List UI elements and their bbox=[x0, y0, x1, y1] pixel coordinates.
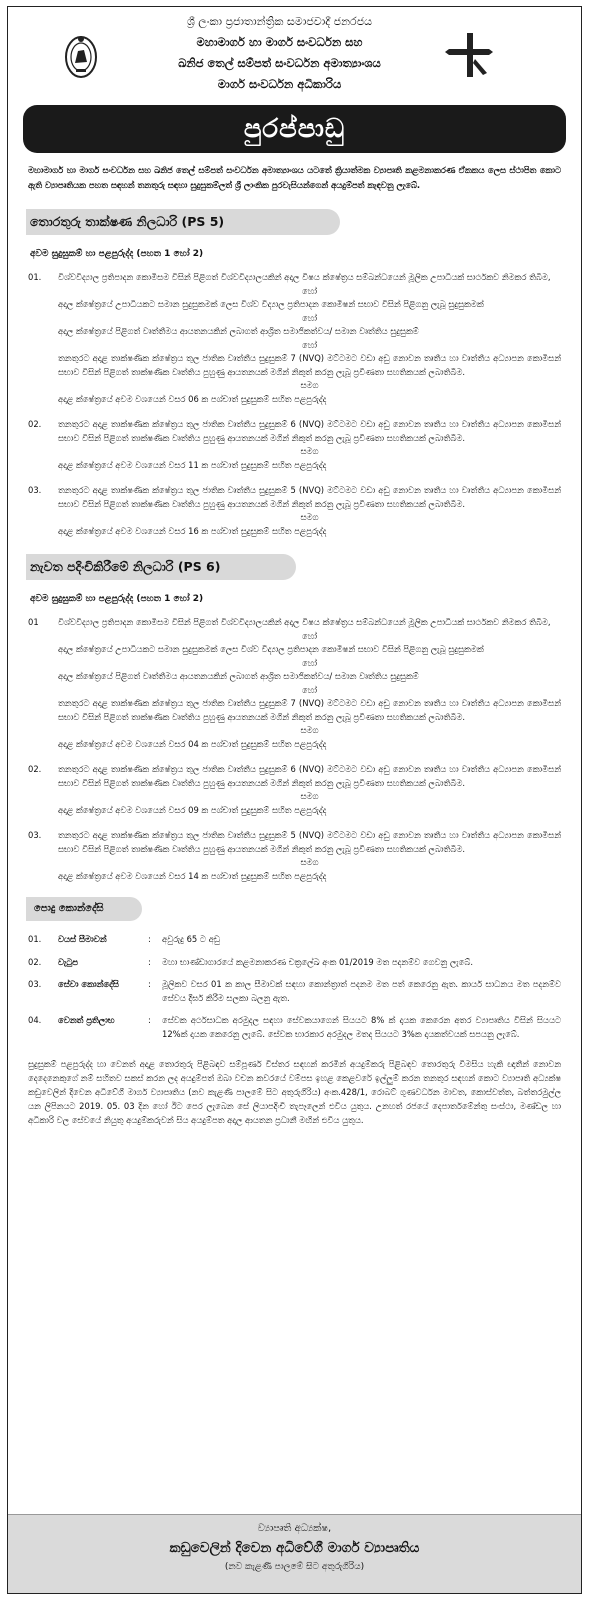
or-label: හෝ bbox=[301, 684, 318, 695]
qualification-item bbox=[28, 616, 561, 751]
header bbox=[8, 7, 581, 105]
general-conditions bbox=[28, 933, 561, 1041]
qualifications-heading: අවම සුදුසුකම් හා පළපුරුද්ද (පහත 1 හෝ 2) bbox=[30, 249, 204, 259]
qualification-item bbox=[28, 418, 561, 472]
item-text: අදාල ක්ෂේත්‍රයේ උපාධියකට සමාන සුදුසුකමක් ලෙස විශ්ව විද්‍යාල ප්‍රතිපාදන කොමිෂන් සභාව විසින් පිළිගනු ලැබූ සුදුසුකමක් bbox=[58, 644, 484, 654]
condition-row bbox=[28, 933, 561, 947]
item-number: 02. bbox=[28, 764, 42, 774]
qualification-item bbox=[28, 484, 561, 538]
experience-text: අදාළ ක්ෂේත්‍රයේ අවම වශයෙන් වසර 06 ක පශ්චාත් සුදුසුකම් සහිත පළපුරුද්ද bbox=[58, 393, 327, 404]
condition-row bbox=[28, 956, 561, 970]
item-text: තනතුරට අදාළ තාක්ෂණික ක්ෂේත්‍රය තුල ජාතික වෘත්තීය සුදුසුකම් 7 (NVQ) මට්ටමට වඩා අඩු නොවන තෘතීය හා වෘත්තීය අධ්‍යාපන කොමිසන් සභාව විසින් පිළිගත් තාක්ෂණික වෘත්තිය පුහුණු ආයතනයක් මගින් නිකුත් කරනු ලැබූ ප්‍රවීණතා සහතිකයක් ලබාතිබීම. bbox=[58, 698, 561, 722]
item-text: තනතුරට අදාළ තාක්ෂණික ක්ෂේත්‍රය තුල ජාතික වෘත්තීය සුදුසුකම් 5 (NVQ) මට්ටමට වඩා අඩු නොවන තෘතීය හා වෘත්තීය අධ්‍යාපන කොමිසන් සභාව විසින් පිළිගත් තාක්ෂණික වෘත්තිය පුහුණු ආයතනයක් මගින් නිකුත් කරනු ලැබූ ප්‍රවීණතා සහතිකයක් ලබාතිබීම. bbox=[58, 485, 561, 509]
and-label: සමග bbox=[300, 725, 319, 735]
item-number: 02. bbox=[28, 419, 42, 429]
header-line-2: මහාමාර්ග හා මාර්ග සංවර්ධන සහ bbox=[196, 35, 363, 49]
experience-text: අදාළ ක්ෂේත්‍රයේ අවම වශයෙන් වසර 16 ක පශ්චාත් සුදුසුකම් සහිත පළපුරුද්ද bbox=[58, 525, 327, 536]
item-text: අදාල ක්ෂේත්‍රයේ පිළිගත් වෘත්තීමය ආයතනයකින් ලබාගත් ආශ්‍රිත සමාජිකත්වය/ සමාන වෘත්තිය සුදුසුකම් bbox=[58, 326, 419, 336]
and-label: සමග bbox=[300, 857, 319, 867]
intro-paragraph: මහාමාර්ග හා මාර්ග සංවර්ධන සහ ඛනිජ තෙල් සම්පත් සංවර්ධන අමාත්‍යාංශය යටතේ ක්‍රියාත්මක ව්‍යාපෘති කළමනාකරණ ඒකකය ලෙස ස්ථාපිත කොට ඇති ව්‍යාපෘතියක පහත සඳහන් තනතුරු සඳහා සුදුසුකම්ලත් ශ්‍රී ලාංකික පුරවැසියන්ගෙන් අයදුම්පත් කැඳවනු ලැබේ. bbox=[28, 165, 561, 190]
qualification-item bbox=[28, 829, 561, 883]
condition-label: වැටුප bbox=[58, 956, 79, 967]
item-number: 01. bbox=[28, 272, 42, 282]
item-number: 01 bbox=[28, 617, 39, 627]
advertisement-page bbox=[7, 6, 582, 1594]
condition-row bbox=[28, 1014, 561, 1041]
rda-logo-icon bbox=[445, 33, 493, 77]
condition-number: 03. bbox=[28, 979, 42, 989]
item-number: 03. bbox=[28, 485, 42, 495]
experience-text: අදාළ ක්ෂේත්‍රයේ අවම වශයෙන් වසර 14 ක පශ්චාත් සුදුසුකම් සහිත පළපුරුද්ද bbox=[58, 870, 327, 881]
and-label: සමග bbox=[300, 791, 319, 801]
condition-label: වෙනත් ප්‍රතිලාභ bbox=[58, 1015, 115, 1025]
section-title-it-officer: තොරතුරු තාක්ෂණ නිලධාරි (PS 5) bbox=[26, 209, 340, 235]
item-text: විශ්වවිද්‍යාල ප්‍රතිපාදන කොමිසම විසින් පිළිගත් විශ්වවිද්‍යාලයකින් අදාල විෂය ක්ෂේත්‍රය සම්බන්ධයෙන් මූලික උපාධියක් සාර්ථකව නිමකර තිබීම, bbox=[58, 272, 551, 282]
item-text: අදාල ක්ෂේත්‍රයේ උපාධියකට සමාන සුදුසුකමක් ලෙස විශ්ව විද්‍යාල ප්‍රතිපාදන කොමිෂන් සභාව විසින් පිළිගනු ලැබූ සුදුසුකමක් bbox=[58, 299, 484, 309]
qualification-list bbox=[28, 616, 561, 883]
header-line-3: ඛනිජ තෙල් සම්පත් සංවර්ධන අමාත්‍යාංශය bbox=[178, 56, 381, 70]
condition-label: වයස් සීමාවන් bbox=[58, 934, 107, 944]
footer-designation: ව්‍යාපෘති අධ්‍යක්ෂ, bbox=[257, 1523, 332, 1534]
qualification-item bbox=[28, 271, 561, 406]
condition-separator: : bbox=[148, 934, 151, 944]
footer-project-section: (නව කැළණි පාලමේ සිට අතුරුගිරිය) bbox=[224, 1562, 365, 1572]
qualification-item bbox=[28, 763, 561, 817]
item-text: තනතුරට අදාළ තාක්ෂණික ක්ෂේත්‍රය තුල ජාතික වෘත්තීය සුදුසුකම් 6 (NVQ) මට්ටමට වඩා අඩු නොවන තෘතීය හා වෘත්තීය අධ්‍යාපන කොමිසන් සභාව විසින් පිළිගත් තාක්ෂණික වෘත්තිය පුහුණු ආයතනයක් මගින් නිකුත් කරනු ලැබූ ප්‍රවීණතා සහතිකයක් ලබාතිබීම. bbox=[58, 419, 561, 443]
footer-project-name: කඩුවෙලින් දිවෙන අධිවේගී මාර්ග ව්‍යාපෘතිය bbox=[169, 1540, 420, 1556]
section-title-resettlement-officer: නැවත පදිංචිකිරීමේ නිලධාරි (PS 6) bbox=[26, 554, 296, 580]
and-label: සමග bbox=[300, 446, 319, 456]
condition-number: 04. bbox=[28, 1015, 42, 1025]
item-number: 03. bbox=[28, 830, 42, 840]
header-line-4: මාර්ග සංවර්ධන අධිකාරිය bbox=[217, 77, 342, 91]
condition-text: අවුරුදු 65 ට අඩු bbox=[162, 934, 220, 944]
item-text: අදාල ක්ෂේත්‍රයේ පිළිගත් වෘත්තීමය ආයතනයකින් ලබාගත් ආශ්‍රිත සමාජිකත්වය/ සමාන වෘත්තිය සුදුසුකම් bbox=[58, 671, 419, 681]
sri-lanka-emblem-icon bbox=[64, 33, 98, 79]
condition-label: සේවා කොන්දේසි bbox=[58, 979, 119, 989]
experience-text: අදාළ ක්ෂේත්‍රයේ අවම වශයෙන් වසර 09 ක පශ්චාත් සුදුසුකම් සහිත පළපුරුද්ද bbox=[58, 804, 327, 815]
condition-separator: : bbox=[148, 979, 151, 989]
footer bbox=[8, 1514, 581, 1593]
closing-paragraph: සුදුසුකම් පළපුරුද්ද හා වෙනත් අදාළ තොරතුරු පිළිබඳව සම්පූර්ණ විස්තර සඳහන් කරමින් අයදුම්කරු පිළිබඳව තොරතුරු විමසිය හැකි ඥාතීන් නොවන දෙදෙනෙකුගේ නම් සහිතව සකස් කරන ලද අයදුම්පත් ඔබා වචන කවරයේ වම්පස ඉහළ කෙළවරේ ඉල්ලුම් කරන තනතුර සඳහන් කොට ව්‍යාපෘති අධ්‍යක්ෂ කඩුවෙලින් දිවෙන අධිවේගී මාර්ග ව්‍යාපෘතිය (නව කැළණි පාලමේ සිට අතුරුගිරිය) අංක.428/1, රොබට් ගුණවර්ධන මාවත, කොස්වත්ත, බත්තරමුල්ල යන ලිපිනයට 2019. 05. 03 දින හෝ ඊට පෙර ලැබෙන සේ ලියාපදිංචි තැපෑලෙන් එවිය යුතුය. උනහත් රජයේ දෙපාර්තමේන්තු සංස්ථා, මණ්ඩල හා අධිකාරි වල සේවයේ නියුතු අයදුම්කරුවන් සිය අයදුම්පත අදාල ආයතන ප්‍රධානී මඟින් එවිය යුතුය. bbox=[28, 1059, 561, 1125]
and-label: සමග bbox=[300, 380, 319, 390]
or-label: හෝ bbox=[301, 657, 318, 668]
and-label: සමග bbox=[300, 512, 319, 522]
condition-separator: : bbox=[148, 956, 151, 967]
qualifications-heading: අවම සුදුසුකම් හා පළපුරුද්ද (පහත 1 හෝ 2) bbox=[30, 594, 204, 604]
condition-text: සේවක අර්ථසාධක අරමුදල සඳහා සේවකයාගෙන් සියයට 8% ක් දායක කෙරෙන අතර ව්‍යාපෘතිය විසින් සියයට 12%ක් දායක කෙරෙනු ලැබේ. සේවක භාරකාර අරමුදල මතද සියයට 3%ක දායකත්වයක් සපයනු ලැබේ. bbox=[162, 1015, 561, 1039]
item-text: තනතුරට අදාළ තාක්ෂණික ක්ෂේත්‍රය තුල ජාතික වෘත්තීය සුදුසුකම් 6 (NVQ) මට්ටමට වඩා අඩු නොවන තෘතීය හා වෘත්තීය අධ්‍යාපන කොමිසන් සභාව විසින් පිළිගත් තාක්ෂණික වෘත්තිය පුහුණු ආයතනයක් මගින් නිකුත් කරනු ලැබූ ප්‍රවීණතා සහතිකයක් ලබාතිබීම. bbox=[58, 764, 561, 788]
or-label: හෝ bbox=[301, 630, 318, 641]
header-line-1: ශ්‍රී ලංකා ප්‍රජාතාන්ත්‍රික සමාජවාදී ජනරජය bbox=[186, 15, 373, 28]
qualification-list bbox=[28, 271, 561, 538]
condition-separator: : bbox=[148, 1015, 151, 1025]
experience-text: අදාළ ක්ෂේත්‍රයේ අවම වශයෙන් වසර 11 ක පශ්චාත් සුදුසුකම් සහිත පළපුරුද්ද bbox=[58, 459, 327, 470]
condition-number: 01. bbox=[28, 934, 42, 944]
vacancies-banner: පුරප්පාඩු bbox=[23, 105, 566, 153]
condition-number: 02. bbox=[28, 956, 42, 967]
experience-text: අදාළ ක්ෂේත්‍රයේ අවම වශයෙන් වසර 04 ක පශ්චාත් සුදුසුකම් සහිත පළපුරුද්ද bbox=[58, 738, 327, 749]
or-label: හෝ bbox=[301, 339, 318, 350]
item-text: තනතුරට අදාළ තාක්ෂණික ක්ෂේත්‍රය තුල ජාතික වෘත්තීය සුදුසුකම් 5 (NVQ) මට්ටමට වඩා අඩු නොවන තෘතීය හා වෘත්තීය අධ්‍යාපන කොමිසන් සභාව විසින් පිළිගත් තාක්ෂණික වෘත්තිය පුහුණු ආයතනයක් මගින් නිකුත් කරනු ලැබූ ප්‍රවීණතා සහතිකයක් ලබාතිබීම. bbox=[58, 830, 561, 854]
item-text: තනතුරට අදාළ තාක්ෂණික ක්ෂේත්‍රය තුල ජාතික වෘත්තීය සුදුසුකම් 7 (NVQ) මට්ටමට වඩා අඩු නොවන තෘතීය හා වෘත්තීය අධ්‍යාපන කොමිසන් සභාව විසින් පිළිගත් තාක්ෂණික වෘත්තිය පුහුණු ආයතනයක් මගින් නිකුත් කරනු ලැබූ ප්‍රවීණතා සහතිකයක් ලබාතිබීම. bbox=[58, 353, 561, 377]
condition-text: මහා භාණ්ඩාගාරයේ කළමනාකරණ චක්‍රලේඛ අංක 01/2019 මත පදනම්ව ගෙවනු ලැබේ. bbox=[162, 956, 474, 967]
or-label: හෝ bbox=[301, 285, 318, 296]
condition-row bbox=[28, 978, 561, 1005]
general-conditions-title: පොදු කොන්දේසි bbox=[26, 897, 142, 921]
item-text: විශ්වවිද්‍යාල ප්‍රතිපාදන කොමිසම විසින් පිළිගත් විශ්වවිද්‍යාලයකින් අදාල විෂය ක්ෂේත්‍රය සම්බන්ධයෙන් මූලික උපාධියක් සාර්ථකව නිමකර තිබීම, bbox=[58, 617, 551, 627]
condition-text: මූලිකව වසර 01 ක කාල සීමාවක් සඳහා කොන්ත්‍රාත් පදනම මත පත් කෙරෙනු ඇත. කාර්ය සාධනය මත පදනම්ව සේවය දීර්ඝ කිරීම සලකා බලනු ඇත. bbox=[162, 979, 561, 1003]
or-label: හෝ bbox=[301, 312, 318, 323]
header-titles bbox=[128, 11, 431, 95]
